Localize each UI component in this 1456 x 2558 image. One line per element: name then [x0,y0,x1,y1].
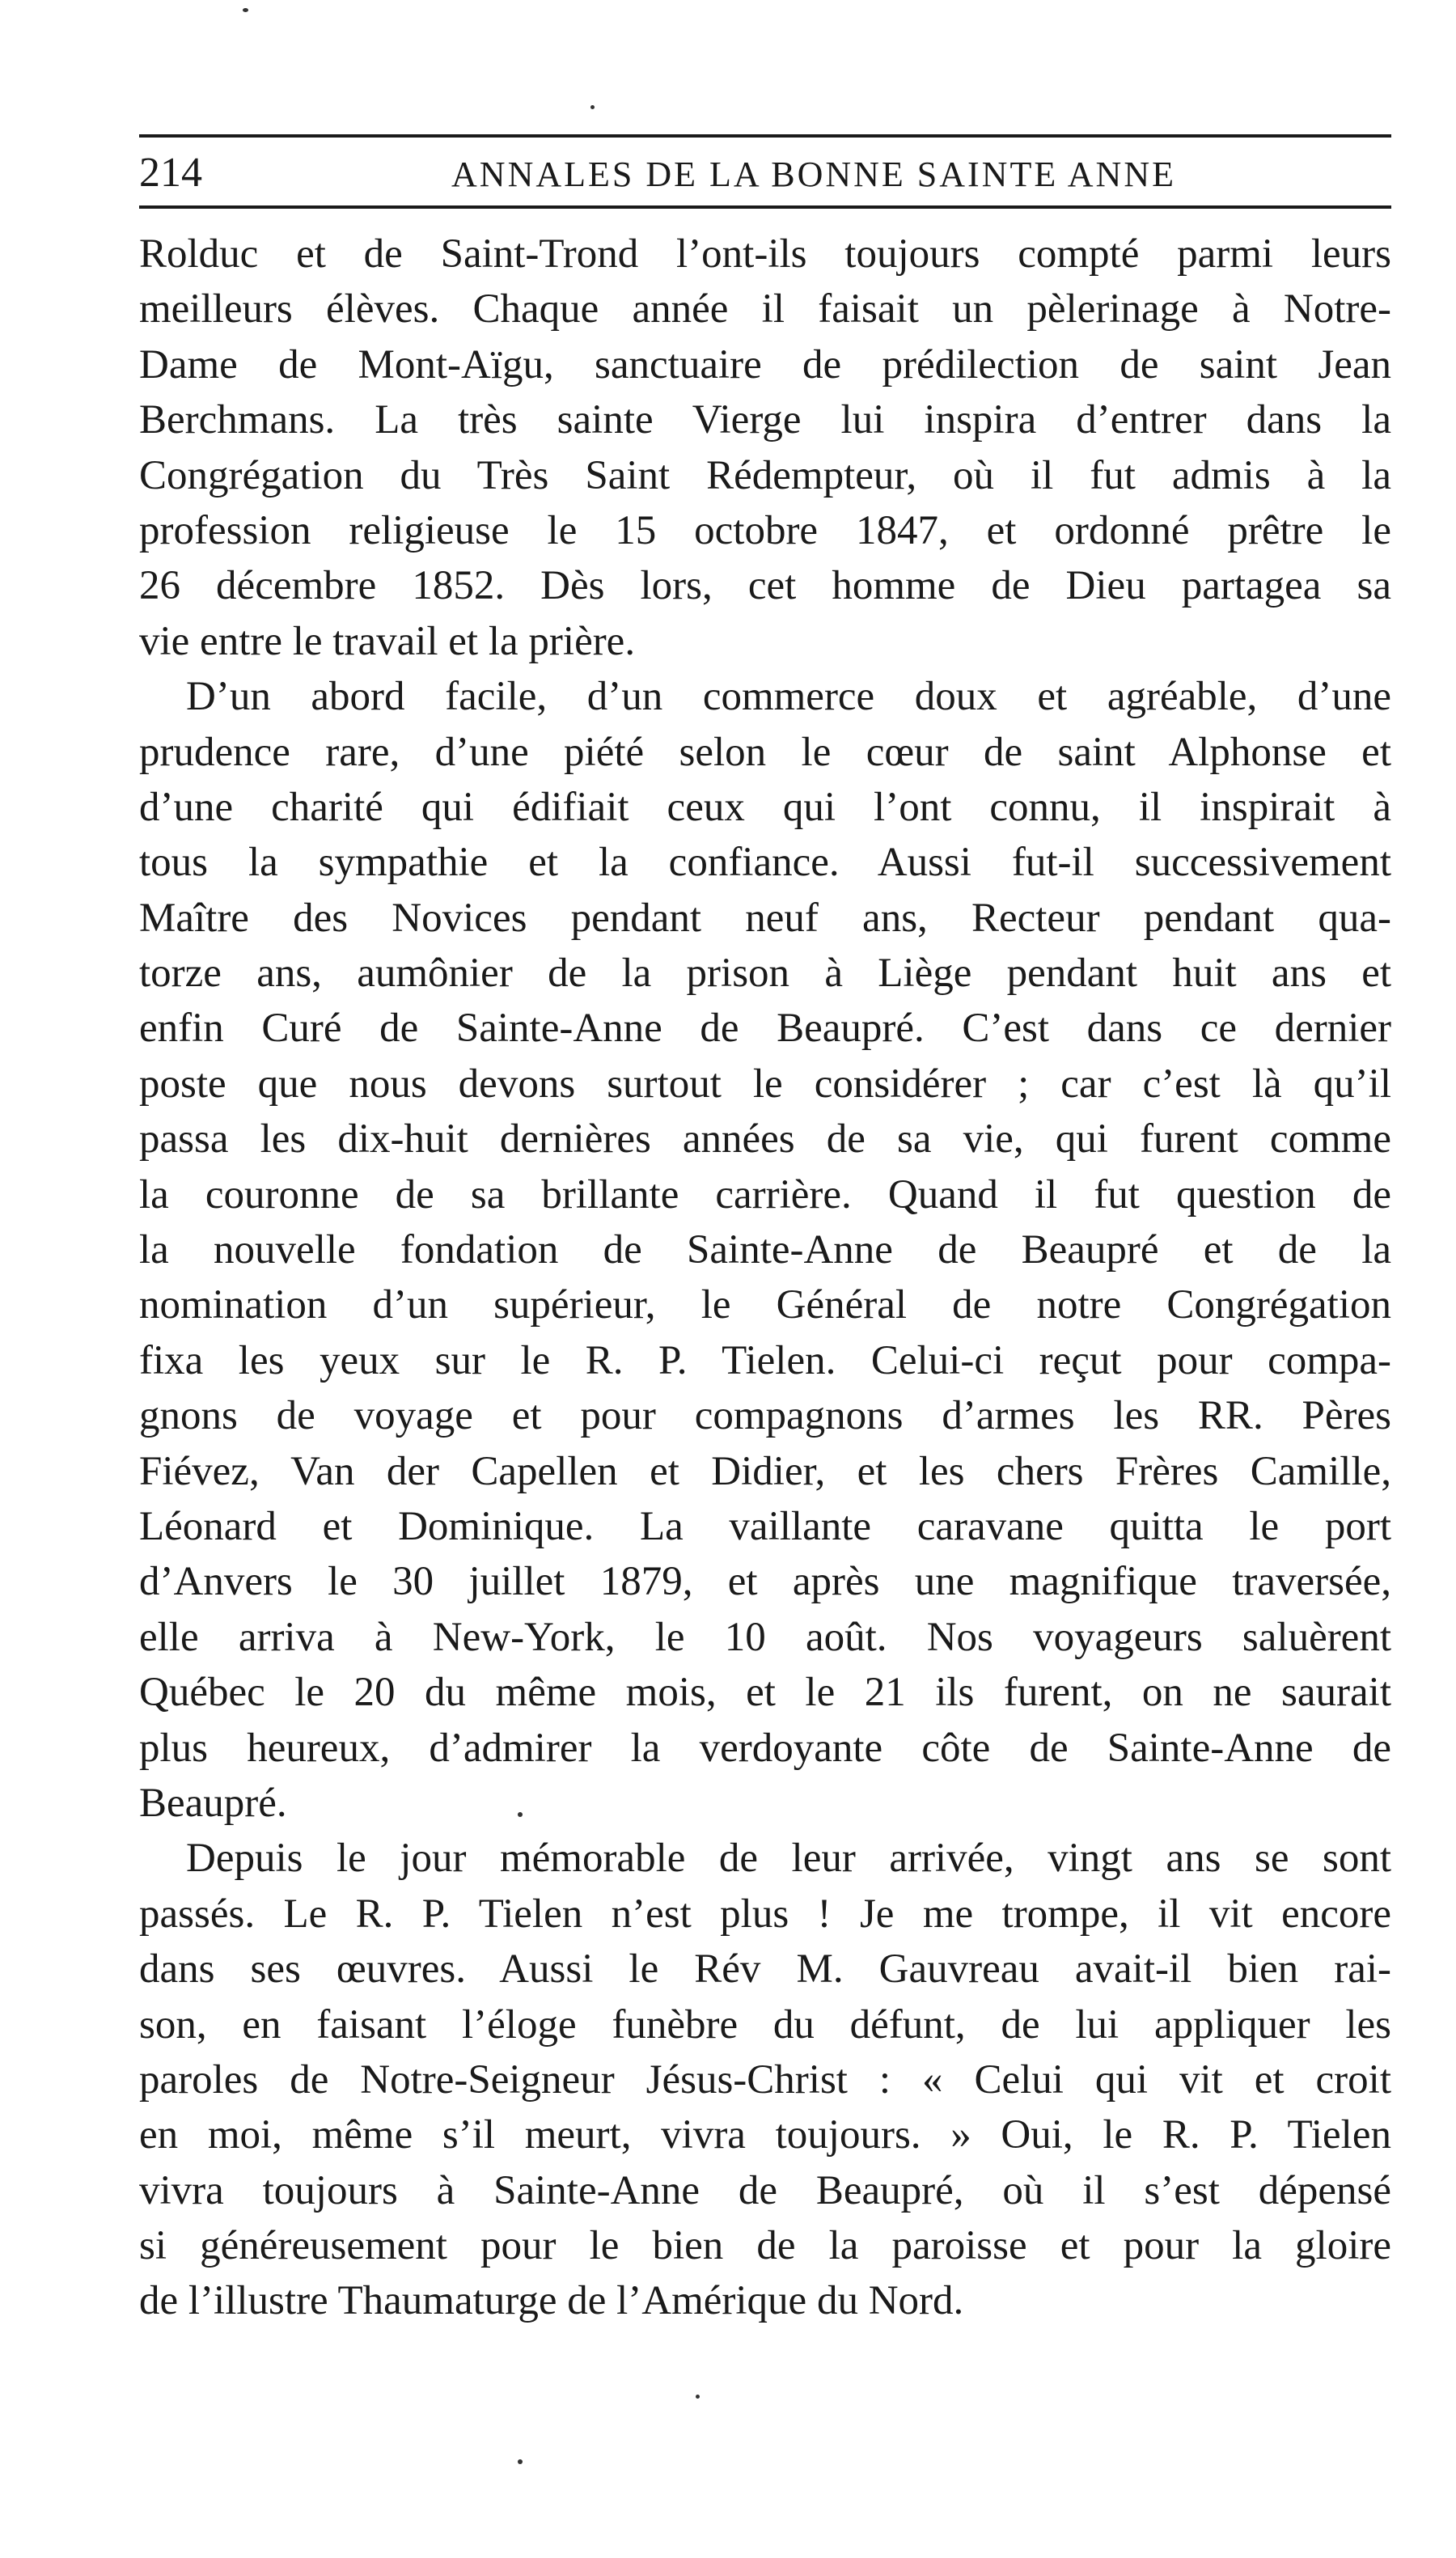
text-line: prudence rare, d’une piété selon le cœur de saint Alphonse et [139,729,1391,775]
body-text [139,227,1391,2329]
text-line: 26 décembre 1852. Dès lors, cet homme de Dieu partagea sa [139,563,1391,609]
text-line: enfin Curé de Sainte-Anne de Beaupré. C’est dans ce dernier [139,1006,1391,1052]
text-line: son, en faisant l’éloge funèbre du défunt, de lui appliquer les [139,2001,1391,2048]
text-line: poste que nous devons surtout le considérer ; car c’est là qu’il [139,1061,1391,1107]
scan-speck [696,2395,700,2399]
text-line: d’une charité qui édifiait ceux qui l’ont connu, il inspirait à [139,784,1391,830]
text-line: gnons de voyage et pour compagnons d’armes les RR. Pères [139,1393,1391,1439]
text-line: si généreusement pour le bien de la paroisse et pour la gloire [139,2223,1391,2269]
text-line: profession religieuse le 15 octobre 1847, et ordonné prêtre le [139,507,1391,553]
scan-speck [518,1812,523,1817]
header-bottom-rule [139,205,1391,209]
text-line: Rolduc et de Saint-Trond l’ont-ils toujours compté parmi leurs [139,231,1391,277]
scan-speck [518,2459,523,2464]
text-line: fixa les yeux sur le R. P. Tielen. Celui-ci reçut pour compa- [139,1337,1391,1383]
paragraph-1 [139,227,1391,669]
text-line: paroles de Notre-Seigneur Jésus-Christ : « Celui qui vit et croit [139,2056,1391,2103]
text-line: D’un abord facile, d’un commerce doux et agréable, d’une [186,674,1391,720]
text-line: Depuis le jour mémorable de leur arrivée, vingt ans se sont [186,1836,1391,1882]
text-line: de l’illustre Thaumaturge de l’Amérique du Nord. [139,2278,964,2324]
scan-speck [243,8,248,12]
header-top-rule [139,134,1391,138]
paragraph-3 [139,1831,1391,2329]
running-title: ANNALES DE LA BONNE SAINTE ANNE [451,155,1176,194]
text-line: vie entre le travail et la prière. [139,618,636,664]
text-line: vivra toujours à Sainte-Anne de Beaupré, où il s’est dépensé [139,2167,1391,2213]
text-line: Maître des Novices pendant neuf ans, Recteur pendant qua- [139,895,1391,941]
text-line: Québec le 20 du même mois, et le 21 ils furent, on ne saurait [139,1670,1391,1716]
page-header [139,146,1391,197]
text-line: nomination d’un supérieur, le Général de notre Congrégation [139,1282,1391,1328]
text-line: meilleurs élèves. Chaque année il faisait un pèlerinage à Notre- [139,286,1391,332]
text-line: tous la sympathie et la confiance. Aussi fut-il successivement [139,840,1391,886]
text-line: Dame de Mont-Aïgu, sanctuaire de prédilection de saint Jean [139,341,1391,388]
text-line: la nouvelle fondation de Sainte-Anne de Beaupré et de la [139,1227,1391,1273]
text-line: Beaupré. [139,1780,287,1826]
text-line: la couronne de sa brillante carrière. Quand il fut question de [139,1171,1391,1218]
text-line: Congrégation du Très Saint Rédempteur, où il fut admis à la [139,452,1391,498]
text-line: passa les dix-huit dernières années de sa vie, qui furent comme [139,1116,1391,1163]
text-line: Fiévez, Van der Capellen et Didier, et les chers Frères Camille, [139,1448,1391,1494]
text-line: en moi, même s’il meurt, vivra toujours. » Oui, le R. P. Tielen [139,2112,1391,2158]
paragraph-2 [139,669,1391,1831]
scan-speck [590,105,595,109]
text-line: Léonard et Dominique. La vaillante caravane quitta le port [139,1503,1391,1549]
text-line: d’Anvers le 30 juillet 1879, et après une magnifique traversée, [139,1559,1391,1605]
text-line: passés. Le R. P. Tielen n’est plus ! Je me trompe, il vit encore [139,1891,1391,1937]
page-number: 214 [139,150,202,196]
text-line: dans ses œuvres. Aussi le Rév M. Gauvreau avait-il bien rai- [139,1946,1391,1993]
text-line: elle arriva à New-York, le 10 août. Nos voyageurs saluèrent [139,1614,1391,1660]
text-line: Berchmans. La très sainte Vierge lui inspira d’entrer dans la [139,397,1391,443]
text-line: plus heureux, d’admirer la verdoyante côte de Sainte-Anne de [139,1725,1391,1771]
text-line: torze ans, aumônier de la prison à Liège pendant huit ans et [139,951,1391,997]
